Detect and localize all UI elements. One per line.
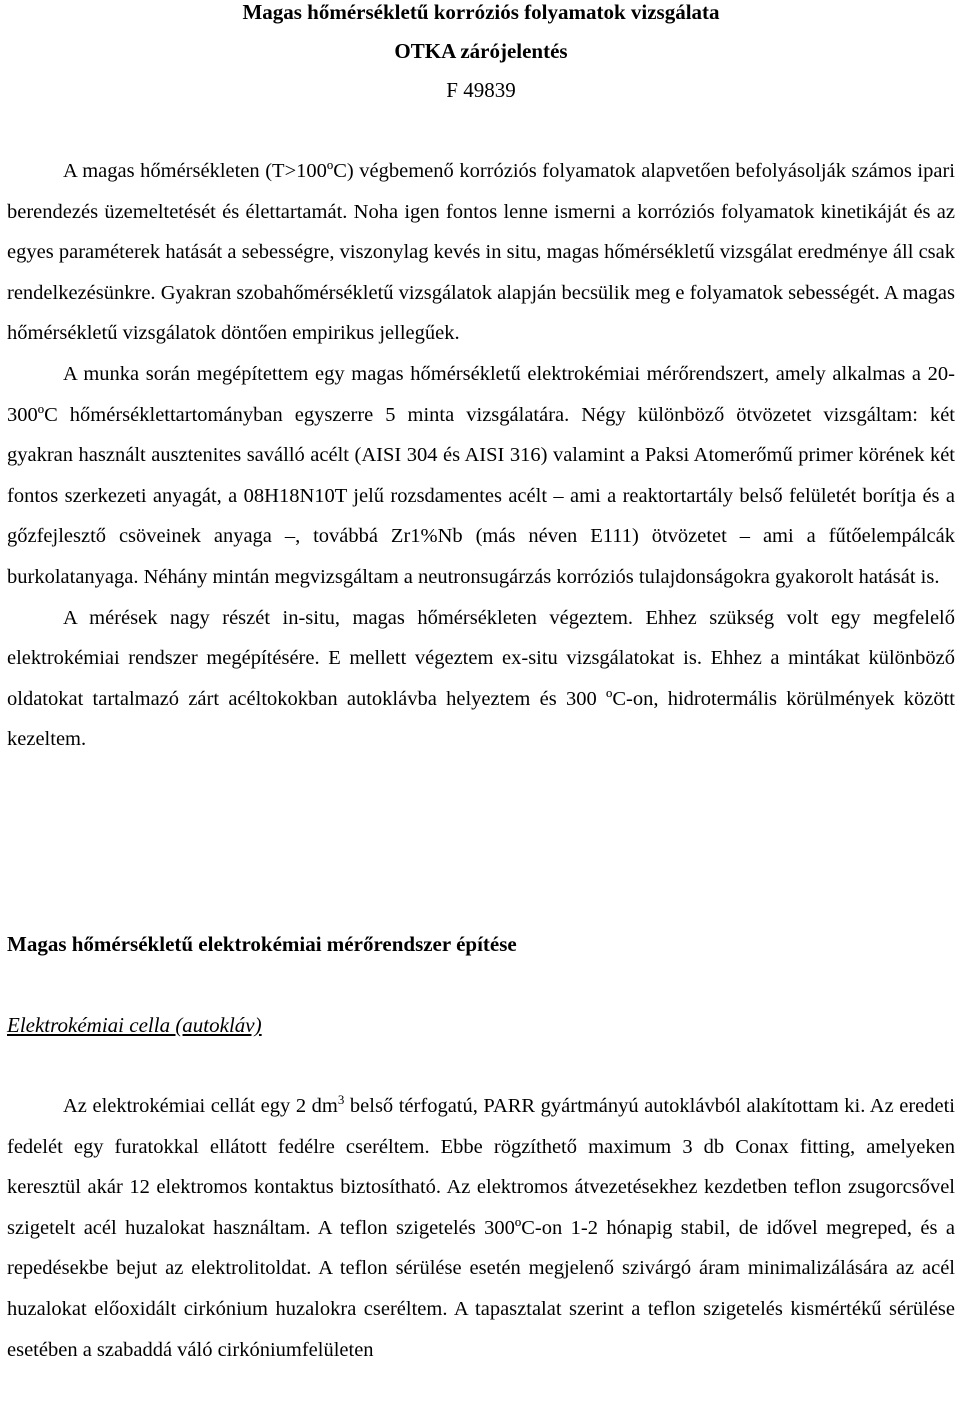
project-code: F 49839	[446, 78, 516, 102]
title-block	[7, 0, 955, 110]
section-subheading: Elektrokémiai cella (autokláv)	[7, 1013, 262, 1037]
volume-exponent: 3	[337, 1092, 345, 1108]
cell-paragraph	[7, 1086, 955, 1370]
section-heading: Magas hőmérsékletű elektrokémiai mérőrendszer építése	[7, 932, 517, 956]
cell-paragraph-rest: belső térfogatú, PARR gyártmányú autoklávból alakítottam ki. Az eredeti fedelét egy furatokkal ellátott fedélre cseréltem. Ebbe rögzíthető maximum 3 db Conax fitting, amelyeken keresztül akár 12 elektromos kontaktus biztosítható. Az elektromos átvezetésekhez kezdetben teflon zsugorcsővel szigetelt acél huzalokat használtam. A teflon szigetelés 300ºC-on 1-2 hónapig stabil, de idővel megreped, és a repedésekbe bejut az elektrolitoldat. A teflon sérülése esetén megjelenő szivárgó áram minimalizálására az acél huzalokat előoxidált cirkónium huzalokra cseréltem. A tapasztalat szerint a teflon szigetelés kismértékű sérülése esetében a szabaddá váló cirkóniumfelületen	[7, 1095, 955, 1361]
intro-section	[7, 151, 955, 760]
intro-paragraph-2: A munka során megépítettem egy magas hőmérsékletű elektrokémiai mérőrendszert, amely alkalmas a 20-300ºC hőmérséklettartományban egyszerre 5 minta vizsgálatára. Négy különböző ötvözetet vizsgáltam: két gyakran használt ausztenites saválló acélt (AISI 304 és AISI 316) valamint a Paksi Atomerőmű primer körének két fontos szerkezeti anyagát, a 08H18N10T jelű rozsdamentes acélt – ami a reaktortartály belső felületét borítja és a gőzfejlesztő csöveinek anyaga –, továbbá Zr1%Nb (más néven E111) ötvözetet – ami a fűtőelempálcák burkolatanyaga. Néhány mintán megvizsgáltam a neutronsugárzás korróziós tulajdonságokra gyakorolt hatását is.	[7, 362, 955, 588]
intro-paragraph-1: A magas hőmérsékleten (T>100ºC) végbemenő korróziós folyamatok alapvetően befolyásolják számos ipari berendezés üzemeltetését és élettartamát. Noha igen fontos lenne ismerni a korróziós folyamatok kinetikáját és az egyes paraméterek hatását a sebességre, viszonylag kevés in situ, magas hőmérsékletű vizsgálat eredménye áll csak rendelkezésünkre. Gyakran szobahőmérsékletű vizsgálatok alapján becsülik meg e folyamatok sebességét. A magas hőmérsékletű vizsgálatok döntően empirikus jellegűek.	[7, 160, 955, 345]
intro-paragraph-3: A mérések nagy részét in-situ, magas hőmérsékleten végeztem. Ehhez szükség volt egy megfelelő elektrokémiai rendszer megépítésére. E mellett végeztem ex-situ vizsgálatokat is. Ehhez a mintákat különböző oldatokat tartalmazó zárt acéltokokban autoklávba helyeztem és 300 ºC-on, hidrotermális körülmények között kezeltem.	[7, 606, 955, 751]
document-subtitle: OTKA zárójelentés	[394, 39, 568, 63]
cell-section	[7, 1086, 955, 1370]
document-title: Magas hőmérsékletű korróziós folyamatok vizsgálata	[242, 0, 720, 24]
cell-paragraph-start: Az elektrokémiai cellát egy 2 dm	[63, 1095, 338, 1117]
